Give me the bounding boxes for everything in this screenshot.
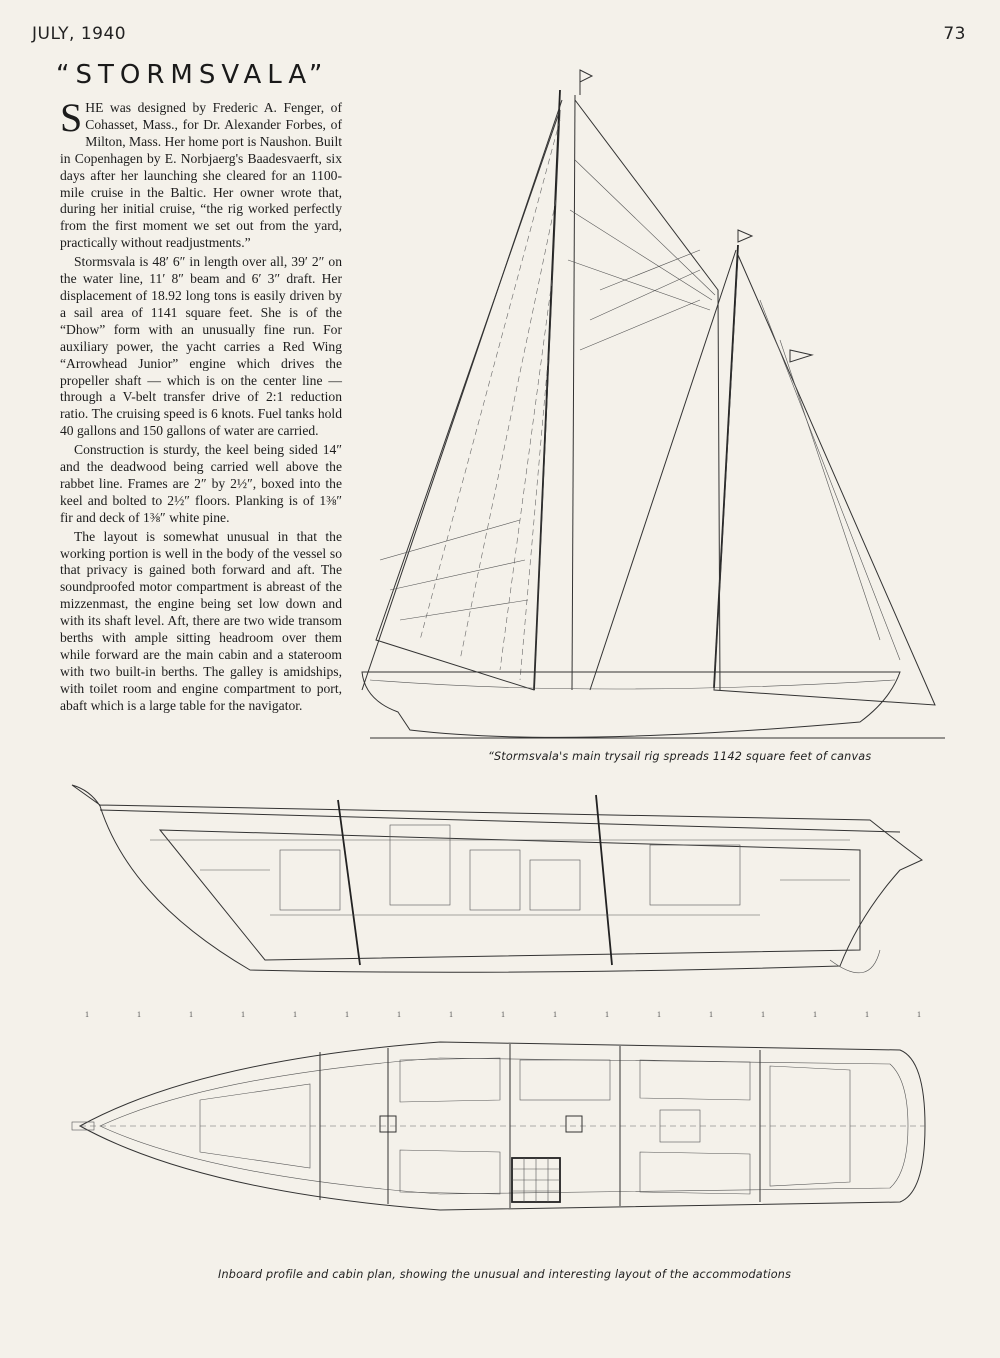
article-title: “STORMSVALA” bbox=[56, 60, 329, 90]
station-number: 1 bbox=[605, 1010, 609, 1019]
paragraph-3: Construction is sturdy, the keel being sided 14″ and the deadwood being carried well above the rabbet line. Frames are 2″ by 2½″, boxed into the keel and bolted to 2½″ floors. Planking is of 1⅜″ fir and deck of 1⅜″ white pine. bbox=[60, 442, 342, 525]
station-number: 1 bbox=[709, 1010, 713, 1019]
station-number: 1 bbox=[865, 1010, 869, 1019]
station-number: 1 bbox=[761, 1010, 765, 1019]
station-number: 1 bbox=[397, 1010, 401, 1019]
issue-date: JULY, 1940 bbox=[32, 24, 127, 44]
sail-plan-caption: “Stormsvala's main trysail rig spreads 1142 square feet of canvas bbox=[488, 750, 872, 763]
paragraph-1-text: HE was designed by Frederic A. Fenger, of Cohasset, Mass., for Dr. Alexander Forbes, of Milton, Mass. Her home port is Naushon. Built in Copenhagen by E. Norbjaerg's Baadesvaerft, six days after her launching she cleared for an 1100-mile cruise in the Baltic. Her owner wrote that, during her initial cruise, “the rig worked perfectly from the first moment we set out from the yard, practically without readjustments.” bbox=[60, 100, 343, 251]
page-number: 73 bbox=[943, 24, 966, 44]
station-number: 1 bbox=[293, 1010, 297, 1019]
station-number: 1 bbox=[241, 1010, 245, 1019]
article-body bbox=[60, 95, 343, 717]
drop-cap: S bbox=[60, 95, 83, 140]
station-number: 1 bbox=[85, 1010, 89, 1019]
station-number: 1 bbox=[917, 1010, 921, 1019]
station-number: 1 bbox=[553, 1010, 557, 1019]
station-number: 1 bbox=[449, 1010, 453, 1019]
station-number: 1 bbox=[813, 1010, 817, 1019]
paragraph-4: The layout is somewhat unusual in that the working portion is well in the body of the vessel so that privacy is gained both forward and aft. The soundproofed motor compartment is abreast of the mizzenmast, the engine being set low down and with its shaft level. Aft, there are two wide transom berths with ample sitting headroom over them while forward are the main cabin and a stateroom with two built-in berths. The galley is amidships, with toilet room and engine compartment to port, abaft which is a large table for the navigator. bbox=[60, 528, 342, 713]
station-number: 1 bbox=[657, 1010, 661, 1019]
station-number: 1 bbox=[189, 1010, 193, 1019]
accommodation-caption: Inboard profile and cabin plan, showing the unusual and interesting layout of the accommodations bbox=[218, 1268, 792, 1281]
paragraph-1 bbox=[60, 95, 343, 252]
station-number: 1 bbox=[137, 1010, 141, 1019]
station-number: 1 bbox=[345, 1010, 349, 1019]
paragraph-2: Stormsvala is 48′ 6″ in length over all, 39′ 2″ on the water line, 11′ 8″ beam and 6′ 3″ draft. Her displacement of 18.92 long tons is easily driven by a sail area of 1141 square feet. She is of the “Dhow” form with an unusually fine run. For auxiliary power, the yacht carries a Red Wing “Arrowhead Junior” engine which drives the propeller shaft — which is on the center line — through a V-belt transfer drive of 2:1 reduction ratio. The cruising speed is 6 knots. Fuel tanks hold 40 gallons and 150 gallons of water are carried. bbox=[60, 254, 342, 439]
station-row bbox=[85, 1010, 945, 1024]
running-head bbox=[32, 24, 966, 50]
station-number: 1 bbox=[501, 1010, 505, 1019]
